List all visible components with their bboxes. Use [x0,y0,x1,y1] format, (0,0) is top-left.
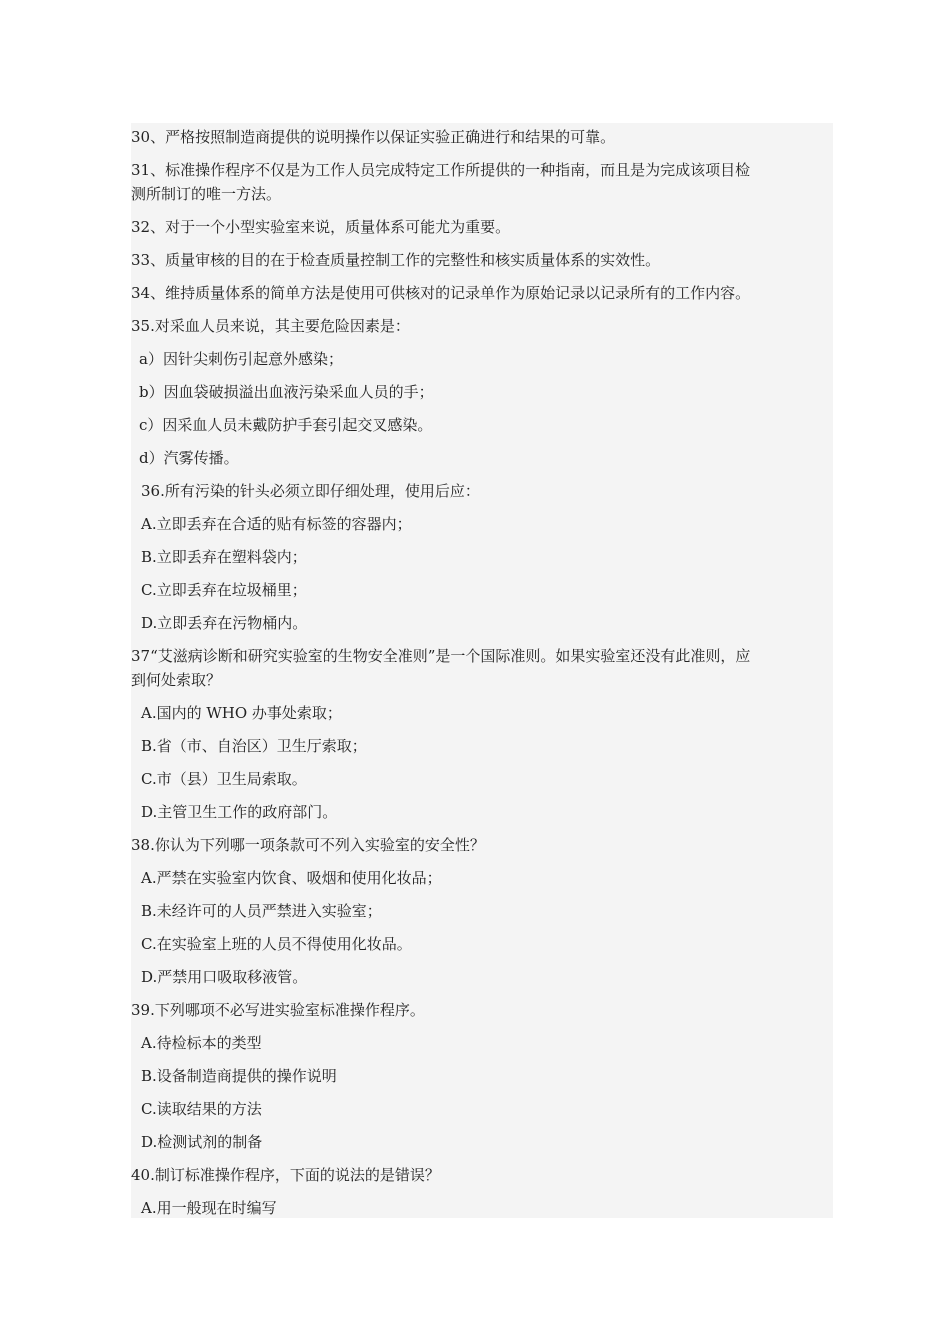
option-37a: A.国内的 WHO 办事处索取； [141,704,342,722]
option-36b: B.立即丢弃在塑料袋内； [141,548,307,566]
option-38a: A.严禁在实验室内饮食、吸烟和使用化妆品； [141,869,442,887]
item-30: 30、严格按照制造商提供的说明操作以保证实验正确进行和结果的可靠。 [131,128,616,146]
option-35b: b）因血袋破损溢出血液污染采血人员的手； [139,383,434,401]
question-36: 36.所有污染的针头必须立即仔细处理，使用后应： [141,482,480,500]
document-content [131,123,833,1218]
item-31-line-1: 31、标准操作程序不仅是为工作人员完成特定工作所提供的一种指南，而且是为完成该项目检 [131,161,751,179]
question-35: 35.对采血人员来说，其主要危险因素是： [131,317,410,335]
option-39c: C.读取结果的方法 [141,1100,262,1118]
option-35c: c）因采血人员未戴防护手套引起交叉感染。 [139,416,433,434]
question-37-line-1: 37“艾滋病诊断和研究实验室的生物安全准则”是一个国际准则。如果实验室还没有此准则，应 [131,647,751,665]
item-31-line-2: 测所制订的唯一方法。 [131,185,282,203]
question-39: 39.下列哪项不必写进实验室标准操作程序。 [131,1001,425,1019]
question-37-line-2: 到何处索取？ [131,671,222,689]
option-38b: B.未经许可的人员严禁进入实验室； [141,902,382,920]
option-38c: C.在实验室上班的人员不得使用化妆品。 [141,935,412,953]
option-39a: A.待检标本的类型 [141,1034,262,1052]
option-36d: D.立即丢弃在污物桶内。 [141,614,308,632]
option-37b: B.省（市、自治区）卫生厅索取； [141,737,367,755]
question-40: 40.制订标准操作程序，下面的说法的是错误？ [131,1166,440,1184]
option-37c: C.市（县）卫生局索取。 [141,770,307,788]
option-36a: A.立即丢弃在合适的贴有标签的容器内； [141,515,412,533]
option-38d: D.严禁用口吸取移液管。 [141,968,308,986]
option-35d: d）汽雾传播。 [139,449,239,467]
question-38: 38.你认为下列哪一项条款可不列入实验室的安全性？ [131,836,485,854]
item-33: 33、质量审核的目的在于检查质量控制工作的完整性和核实质量体系的实效性。 [131,251,661,269]
option-39d: D.检测试剂的制备 [141,1133,263,1151]
option-40a: A.用一般现在时编写 [141,1199,277,1217]
item-32: 32、对于一个小型实验室来说，质量体系可能尤为重要。 [131,218,511,236]
option-39b: B.设备制造商提供的操作说明 [141,1067,337,1085]
option-37d: D.主管卫生工作的政府部门。 [141,803,338,821]
item-34: 34、维持质量体系的简单方法是使用可供核对的记录单作为原始记录以记录所有的工作内容。 [131,284,751,302]
option-35a: a）因针尖刺伤引起意外感染； [139,350,343,368]
option-36c: C.立即丢弃在垃圾桶里； [141,581,307,599]
